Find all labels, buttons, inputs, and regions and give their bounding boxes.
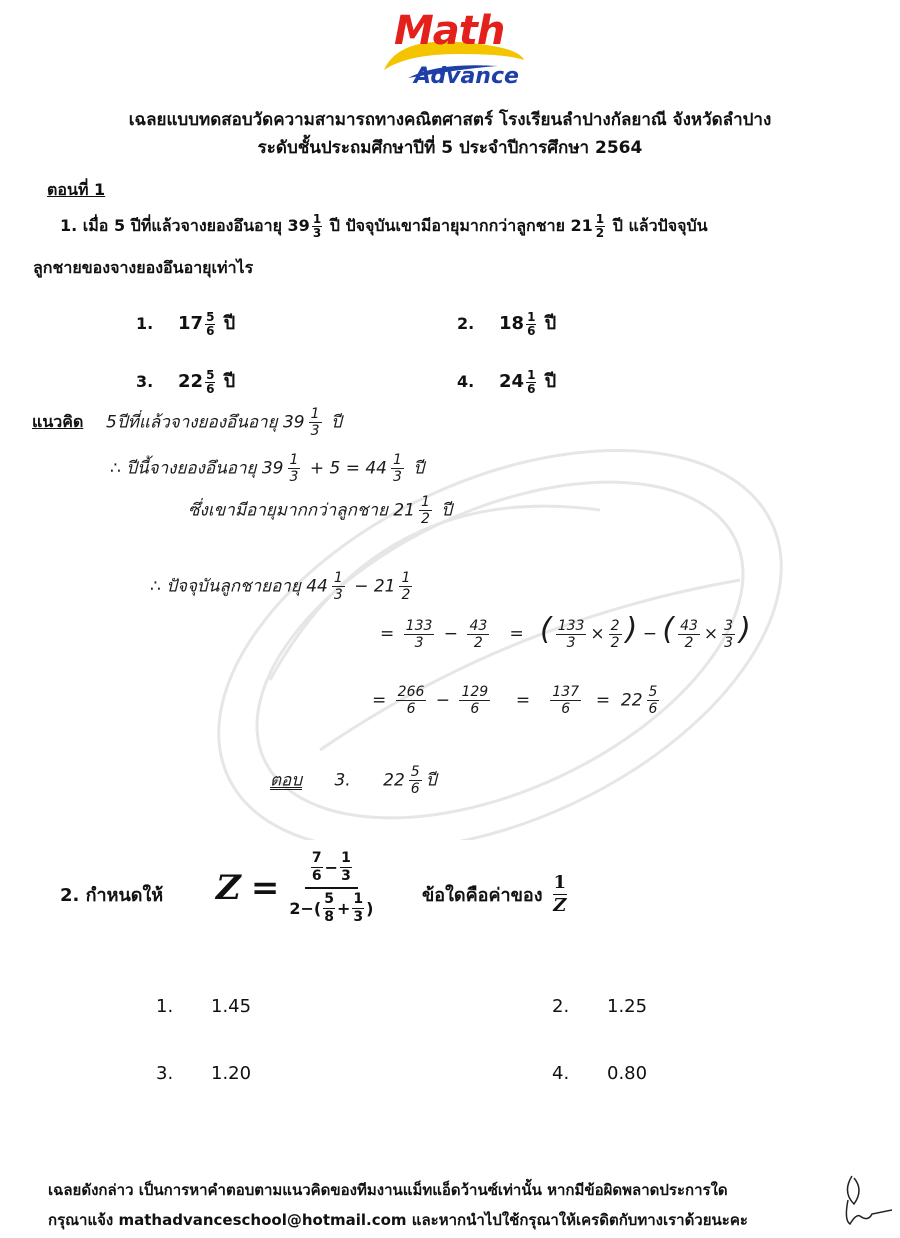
option-fraction <box>526 369 536 396</box>
denominator: 2 <box>595 226 605 240</box>
numerator: 7 <box>311 850 322 866</box>
section-label: ตอนที่ 1 <box>47 180 106 199</box>
option-number: 1. <box>156 996 174 1017</box>
q2-option-2 <box>552 996 647 1017</box>
q1-fraction-2 <box>595 213 605 240</box>
paren: ( <box>539 612 552 647</box>
numerator: 266 <box>397 684 425 700</box>
q1-option-3 <box>136 366 235 396</box>
fraction-5-8 <box>323 891 335 926</box>
mixed-whole: 22 <box>620 690 643 711</box>
paren: ) <box>739 612 751 647</box>
denominator: 3 <box>724 634 734 651</box>
question-2-prefix: 2. กำหนดให้ <box>60 885 164 906</box>
z-formula <box>216 850 373 926</box>
numerator: 5 <box>648 684 658 700</box>
numerator: 1 <box>392 452 402 468</box>
solution-fraction <box>309 406 322 439</box>
denominator: 6 <box>406 701 416 717</box>
numerator: 133 <box>557 617 585 634</box>
z-variable: Z <box>216 868 241 908</box>
denominator-prefix: 2−( <box>289 899 322 918</box>
numerator: 1 <box>595 212 605 226</box>
minus-sign: − <box>642 624 657 644</box>
solution-fraction <box>678 618 700 651</box>
equals-sign: = <box>595 690 611 711</box>
suffix-text: ข้อใดคือค่าของ <box>422 885 543 906</box>
numerator: 1 <box>333 570 343 586</box>
numerator: 1 <box>310 406 320 422</box>
numerator: 5 <box>324 891 334 907</box>
one-over-z <box>553 872 568 917</box>
solution-fraction <box>550 684 581 717</box>
option-number: 2. <box>457 314 475 333</box>
solution-fraction <box>647 684 660 717</box>
denominator: 3 <box>341 868 351 884</box>
denominator: 3 <box>333 587 343 603</box>
fraction-1-3 <box>340 850 352 885</box>
option-unit: ปี <box>223 371 236 392</box>
numerator: 5 <box>206 367 215 382</box>
denominator: 6 <box>206 381 215 396</box>
denominator: 3 <box>392 469 402 485</box>
numerator: 137 <box>552 684 580 700</box>
solution-line-6 <box>372 684 663 717</box>
numerator: 129 <box>461 684 489 700</box>
times-sign: × <box>703 624 719 644</box>
answer-unit: ปี <box>425 770 437 791</box>
numerator: 1 <box>553 872 567 893</box>
question-1-line2: ลูกชายของจางยองอึนอายุเท่าไร <box>33 258 254 277</box>
q1-part2: ปี ปัจจุบันเขามีอายุมากกว่าลูกชาย 21 <box>324 216 593 235</box>
equals-sign: = <box>380 624 395 644</box>
solution-text: ซึ่งเขามีอายุมากกว่าลูกชาย 21 <box>188 500 415 521</box>
numerator: 1 <box>289 452 299 468</box>
denominator: 3 <box>414 634 424 651</box>
option-number: 1. <box>136 314 154 333</box>
numerator: 133 <box>405 617 433 634</box>
solution-fraction <box>404 618 435 651</box>
minus-sign: − <box>435 690 451 711</box>
numerator: 1 <box>401 570 411 586</box>
answer-number: 3. <box>334 770 351 791</box>
denominator: 6 <box>561 701 571 717</box>
solution-line-3 <box>188 494 452 527</box>
option-unit: ปี <box>544 313 557 334</box>
numerator: 43 <box>469 617 488 634</box>
footer-line-1: เฉลยดังกล่าว เป็นการหาคำตอบตามแนวคิดของทีมงานแม็ทแอ็ดว้านซ์เท่านั้น หากมีข้อผิดพลาดประการใด <box>48 1181 728 1199</box>
denominator: 3 <box>566 634 576 651</box>
solution-fraction <box>391 452 404 485</box>
solution-text: ∴ ปีนี้จางยองอึนอายุ 39 <box>110 458 284 479</box>
option-value: 1.25 <box>607 996 648 1017</box>
option-number: 3. <box>156 1063 174 1084</box>
answer-label: ตอบ <box>270 770 303 791</box>
option-value: 1.45 <box>211 996 252 1017</box>
q1-option-1 <box>136 308 235 338</box>
numerator: 1 <box>353 891 364 907</box>
main-fraction <box>289 850 373 926</box>
solution-label: แนวคิด <box>32 412 84 431</box>
main-numerator <box>305 850 358 889</box>
option-fraction <box>526 311 536 338</box>
paren: ( <box>662 612 675 647</box>
q2-option-4 <box>552 1063 647 1084</box>
denominator: 6 <box>410 781 420 797</box>
solution-text: − 21 <box>354 576 396 597</box>
option-number: 4. <box>457 372 475 391</box>
answer-whole: 22 <box>383 770 405 791</box>
q2-option-3 <box>156 1063 251 1084</box>
numerator: 3 <box>724 617 734 634</box>
question-1-text <box>60 213 708 240</box>
solution-fraction <box>288 452 301 485</box>
logo-text-math: Math <box>394 8 505 54</box>
equals-sign: = <box>515 690 531 711</box>
solution-text: + 5 = 44 <box>309 458 387 479</box>
denominator: 6 <box>527 323 536 338</box>
solution-fraction <box>399 570 412 603</box>
question-2-suffix <box>422 872 569 917</box>
header-subtitle: ระดับชั้นประถมศึกษาปีที่ 5 ประจำปีการศึกษา 2564 <box>257 138 643 158</box>
solution-unit: ปี <box>330 412 342 433</box>
numerator: 5 <box>206 309 215 324</box>
solution-fraction <box>609 618 622 651</box>
denominator: 3 <box>312 226 322 240</box>
solution-fraction <box>419 494 432 527</box>
numerator: 1 <box>527 309 536 324</box>
numerator: 2 <box>610 617 620 634</box>
solution-line-1 <box>106 406 342 439</box>
denominator: 6 <box>527 381 536 396</box>
equals-sign: = <box>250 868 280 908</box>
plus-sign: + <box>336 899 351 918</box>
numerator: 1 <box>312 212 322 226</box>
numerator: 5 <box>410 764 420 780</box>
numerator: 1 <box>527 367 536 382</box>
denominator: 3 <box>353 909 364 925</box>
answer-fraction <box>409 764 422 797</box>
denominator: 2 <box>401 587 411 603</box>
fraction-7-6 <box>311 850 323 885</box>
times-sign: × <box>590 624 605 644</box>
paren: ) <box>625 612 638 647</box>
solution-line-5 <box>380 612 751 651</box>
denominator: 2 <box>610 634 620 651</box>
denominator: 2 <box>473 634 483 651</box>
footer-line-2: กรุณาแจ้ง mathadvanceschool@hotmail.com และหากนำไปใช้กรุณาให้เครดิตกับทางเราด้วยนะคะ <box>48 1211 748 1229</box>
option-whole: 18 <box>499 313 525 334</box>
option-whole: 17 <box>178 313 204 334</box>
denominator: 6 <box>311 868 322 884</box>
q1-part3: ปี แล้วปัจจุบัน <box>607 216 708 235</box>
main-denominator <box>289 889 373 926</box>
denominator: 8 <box>324 909 334 925</box>
q1-fraction-1 <box>312 213 322 240</box>
option-number: 3. <box>136 372 154 391</box>
denominator: 2 <box>684 634 694 651</box>
solution-unit: ปี <box>413 458 425 479</box>
numerator: 43 <box>680 617 698 634</box>
option-value: 0.80 <box>607 1063 648 1084</box>
denominator: 2 <box>420 511 430 527</box>
equals-sign: = <box>372 690 387 711</box>
solution-fraction <box>332 570 345 603</box>
solution-text: 5ปีที่แล้วจางยองอึนอายุ 39 <box>106 412 305 433</box>
solution-fraction <box>556 618 587 651</box>
option-fraction <box>205 369 215 396</box>
option-unit: ปี <box>223 313 236 334</box>
q1-option-4 <box>457 366 556 396</box>
numerator: 1 <box>420 494 430 510</box>
solution-fraction <box>722 618 735 651</box>
minus-sign: − <box>443 624 459 644</box>
q2-option-1 <box>156 996 251 1017</box>
solution-text: ∴ ปัจจุบันลูกชายอายุ 44 <box>150 576 328 597</box>
q1-option-2 <box>457 308 556 338</box>
option-whole: 22 <box>178 371 204 392</box>
denominator: Z <box>553 895 567 916</box>
numerator: 1 <box>341 850 351 866</box>
denominator: 6 <box>470 701 480 717</box>
solution-fraction <box>459 684 490 717</box>
option-unit: ปี <box>544 371 557 392</box>
denominator: 3 <box>310 423 320 439</box>
fraction-1-3b <box>352 891 364 926</box>
q1-part1: 1. เมื่อ 5 ปีที่แล้วจางยองอึนอายุ 39 <box>60 216 310 235</box>
solution-fraction <box>396 684 427 717</box>
denominator: 3 <box>289 469 299 485</box>
solution-line-4 <box>150 570 416 603</box>
option-number: 2. <box>552 996 570 1017</box>
option-fraction <box>205 311 215 338</box>
option-value: 1.20 <box>211 1063 252 1084</box>
solution-fraction <box>467 618 489 651</box>
option-whole: 24 <box>499 371 525 392</box>
minus-sign: − <box>324 858 339 877</box>
solution-answer <box>270 764 437 797</box>
signature-icon <box>838 1170 894 1230</box>
close-paren: ) <box>366 899 374 918</box>
denominator: 6 <box>206 323 215 338</box>
denominator: 6 <box>648 701 658 717</box>
equals-sign: = <box>509 624 524 644</box>
solution-line-2 <box>110 452 424 485</box>
option-number: 4. <box>552 1063 570 1084</box>
logo-text-advance: Advance <box>414 64 519 89</box>
solution-unit: ปี <box>441 500 453 521</box>
header-title: เฉลยแบบทดสอบวัดความสามารถทางคณิตศาสตร์ โรงเรียนลำปางกัลยาณี จังหวัดลำปาง <box>128 110 772 130</box>
math-advance-logo <box>378 8 528 98</box>
